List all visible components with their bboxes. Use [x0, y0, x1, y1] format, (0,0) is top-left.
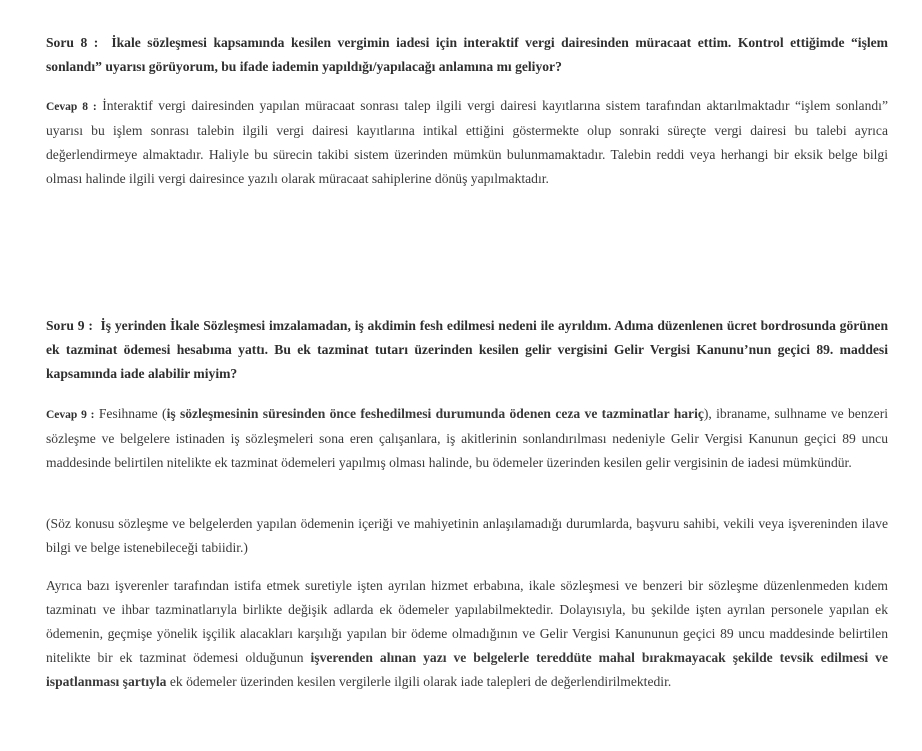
question-8: [46, 31, 888, 79]
answer-9-note-text: (Söz konusu sözleşme ve belgelerden yapılan ödemenin içeriği ve mahiyetinin anlaşılamadığı durumlarda, başvuru sahibi, vekili veya işvereninden ilave bilgi ve belge istenebileceği tabiidir.): [46, 516, 888, 555]
question-8-label: Soru 8 :: [46, 35, 99, 50]
answer-9: [46, 402, 888, 475]
answer-9-label: Cevap 9 :: [46, 409, 95, 421]
question-9-label: Soru 9 :: [46, 318, 93, 333]
question-9: [46, 314, 888, 386]
answer-8-label: Cevap 8 :: [46, 101, 97, 113]
answer-9-additional-part1: Ayrıca bazı işverenler tarafından istifa etmek suretiyle işten ayrılan hizmet erbabına, ikale sözleşmesi ve benzeri bir sözleşme düzenlenmeden kıdem tazminatı ve ihbar tazminatlarıyla birlikte değişik adlarda ek ödemeler yapılabilmektedir. Dolayısıyla, bu şekilde işten ayrılan personele yapılan ek ödemenin, geçmişe yönelik işçilik alacakları karşılığı yapılan bir ödeme olmadığının ve Gelir Vergisi Kanununun geçici 89 uncu maddesinde belirtilen nitelikte bir ek tazminat ödemesi olduğunun: [46, 578, 888, 665]
question-9-text: İş yerinden İkale Sözleşmesi imzalamadan, iş akdimin fesh edilmesi nedeni ile ayrıldım. Adıma düzenlenen ücret bordrosunda görünen ek tazminat ödemesi hesabıma yattı. Bu ek tazminat tutarı üzerinden kesilen gelir vergisini Gelir Vergisi Kanunu’nun geçici 89. maddesi kapsamında iade alabilir miyim?: [46, 318, 889, 381]
answer-9-additional-bold: işverenden alınan yazı ve belgelerle tereddüte mahal bırakmayacak şekilde tevsik edilmesi ve ispatlanması şartıyla: [46, 650, 888, 689]
answer-8-text: İnteraktif vergi dairesinden yapılan müracaat sonrası talep ilgili vergi dairesi kayıtlarına sistem tarafından aktarılmaktadır “işlem sonlandı” uyarısı bu işlem sonrası talebin ilgili vergi dairesi kayıtlarına intikal ettiğini göstermekte olup sonraki süreçte vergi dairesi bu talebi ayrıca değerlendirmeye almaktadır. Haliyle bu sürecin takibi sistem üzerinden mümkün bulunmamaktadır. Talebin reddi veya herhangi bir eksik belge bilgi olması halinde ilgili vergi dairesince yazılı olarak müracaat sahiplerine dönüş yapılmaktadır.: [46, 98, 888, 186]
answer-9-text-part2: ), ibraname, sulhname ve benzeri sözleşme ve belgelere istinaden iş sözleşmeleri sona eren çalışanlara, iş akitlerinin sonlandırılması nedeniyle Gelir Vergisi Kanunun geçici 89 uncu maddesinde belirtilen nitelikte ek tazminat ödemeleri yapılmış olması halinde, bu ödemeler üzerinden kesilen gelir vergisinin de iadesi mümkündür.: [46, 406, 888, 470]
answer-9-text-part1: Fesihname (: [98, 406, 167, 421]
answer-9-bold-exception: iş sözleşmesinin süresinden önce feshedilmesi durumunda ödenen ceza ve tazminatlar hariç: [166, 406, 704, 421]
answer-9-additional: [46, 574, 888, 694]
answer-8: [46, 94, 888, 191]
answer-9-additional-part2: ek ödemeler üzerinden kesilen vergilerle ilgili olarak iade talepleri de değerlendirilmektedir.: [166, 674, 672, 689]
answer-9-note: [46, 512, 888, 560]
question-8-text: İkale sözleşmesi kapsamında kesilen vergimin iadesi için interaktif vergi dairesinden müracaat ettim. Kontrol ettiğimde “işlem sonlandı” uyarısı görüyorum, bu ifade iademin yapıldığı/yapılacağı anlamına mı geliyor?: [46, 35, 889, 74]
